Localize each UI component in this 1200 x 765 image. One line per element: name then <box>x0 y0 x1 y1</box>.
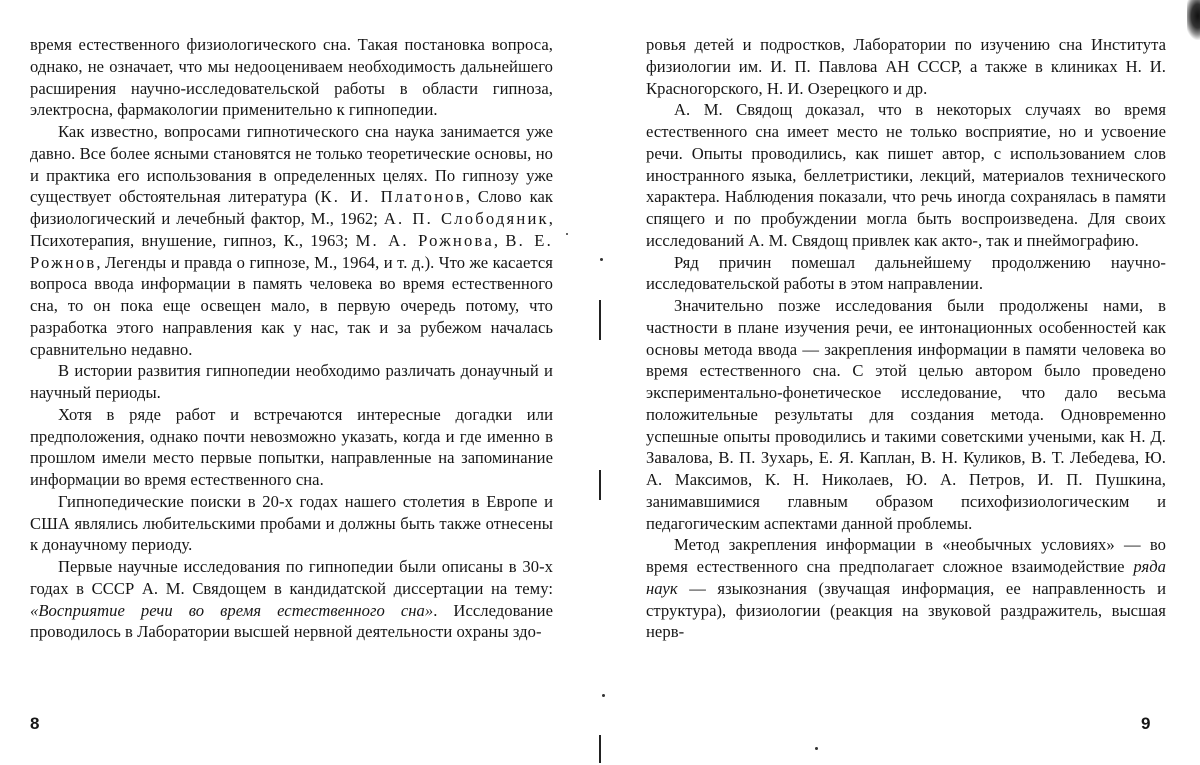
paragraph: Первые научные исследования по гипнопедии были описаны в 30-х годах в СССР А. М. Свядощем в кандидатской диссертации на тему: «Восприятие речи во время естественного сна». Исследование проводилось в Лаборатории высшей нервной деятельности охраны здо- <box>30 557 553 642</box>
paragraph: ровья детей и подростков, Лаборатории по изучению сна Института физиологии им. И. П. Павлова АН СССР, а также в клиниках Н. И. Красногорского, Н. И. Озерецкого и др. <box>646 35 1166 98</box>
paragraph: А. М. Свядощ доказал, что в некоторых случаях во время естественного сна имеет место не только восприятие, но и усвоение речи. Опыты проводились, как пишет автор, с использованием слов иностранного языка, беллетристики, лекций, материалов технического характера. Наблюдения показали, что речь иногда сохранялась в памяти спящего и по пробуждении могла быть воспроизведена. Для своих исследований А. М. Свядощ привлек как акто-, так и пнеймографию. <box>646 100 1166 250</box>
paragraph: В истории развития гипнопедии необходимо различать донаучный и научный периоды. <box>30 361 553 402</box>
paragraph: Хотя в ряде работ и встречаются интересные догадки или предположения, однако почти невозможно указать, когда и где именно в прошлом имели место первые попытки, направленные на запоминание информации во время естественного сна. <box>30 404 553 489</box>
author-name: М. А. Рожнова <box>355 230 494 250</box>
paragraph: Значительно позже исследования были продолжены нами, в частности в плане изучения речи, ее интонационных особенностей как основы метода ввода — закрепления информации в памяти человека во время естественного сна. С этой целью автором было проведено экспериментально-фонетическое исследование, что дало весьма положительные результаты для создания метода. Одновременно успешные опыты проводились и такими советскими учеными, как Н. Д. Завалова, В. П. Зухарь, Е. Я. Каплан, В. Н. Куликов, В. Т. Лебедева, Ю. А. Максимов, К. Н. Николаев, Ю. А. Петров, И. П. Пушкина, занимавшимися главным образом психофизиологическим и педагогическим аспектами данной проблемы. <box>646 296 1166 533</box>
right-page <box>600 0 1200 765</box>
dissertation-title: «Восприятие речи во время естественного сна» <box>30 600 434 620</box>
paragraph: время естественного физиологического сна. Такая постановка вопроса, однако, не означает, что мы недооцениваем необходимость дальнейшего расширения научно-исследовательской работы в области гипноза, электросна, фармакологии применительно к гипнопедии. <box>30 35 553 120</box>
left-page-text <box>30 34 553 643</box>
emphasis: ряда наук <box>646 557 1166 598</box>
author-name: В. Е. Рожнов <box>30 230 553 272</box>
paragraph: Как известно, вопросами гипнотического сна наука занимается уже давно. Все более ясными становятся не только теоретические основы, но и практика его использования в определенных целях. По гипнозу уже существует обстоятельная литература (К. И. Платонов, Слово как физиологический и лечебный фактор, М., 1962; А. П. Слободяник, Психотерапия, внушение, гипноз, К., 1963; М. А. Рожнова, В. Е. Рожнов, Легенды и правда о гипнозе, М., 1964, и т. д.). Что же касается вопроса ввода информации в память человека во время естественного сна, то он пока еще освещен мало, в первую очередь потому, что разработка этого направления как у нас, так и за рубежом началась сравнительно недавно. <box>30 122 553 359</box>
paragraph: Ряд причин помешал дальнейшему продолжению научно-исследовательской работы в этом направлении. <box>646 252 1166 294</box>
paragraph: Метод закрепления информации в «необычных условиях» — во время естественного сна предполагает сложное взаимодействие ряда наук — языкознания (звучащая информация, ее направленность и структура), физиологии (реакция на звуковой раздражитель, высшая нерв- <box>646 535 1166 642</box>
author-name: А. П. Слободяник <box>383 209 549 228</box>
page-number: 8 <box>30 714 40 733</box>
author-name: К. И. Платонов <box>320 187 466 207</box>
page-number: 9 <box>1141 714 1151 733</box>
paragraph: Гипнопедические поиски в 20-х годах нашего столетия в Европе и США являлись любительскими пробами и должны быть также отнесены к донаучному периоду. <box>30 491 553 555</box>
right-page-text <box>646 34 1166 643</box>
left-page <box>0 0 590 765</box>
